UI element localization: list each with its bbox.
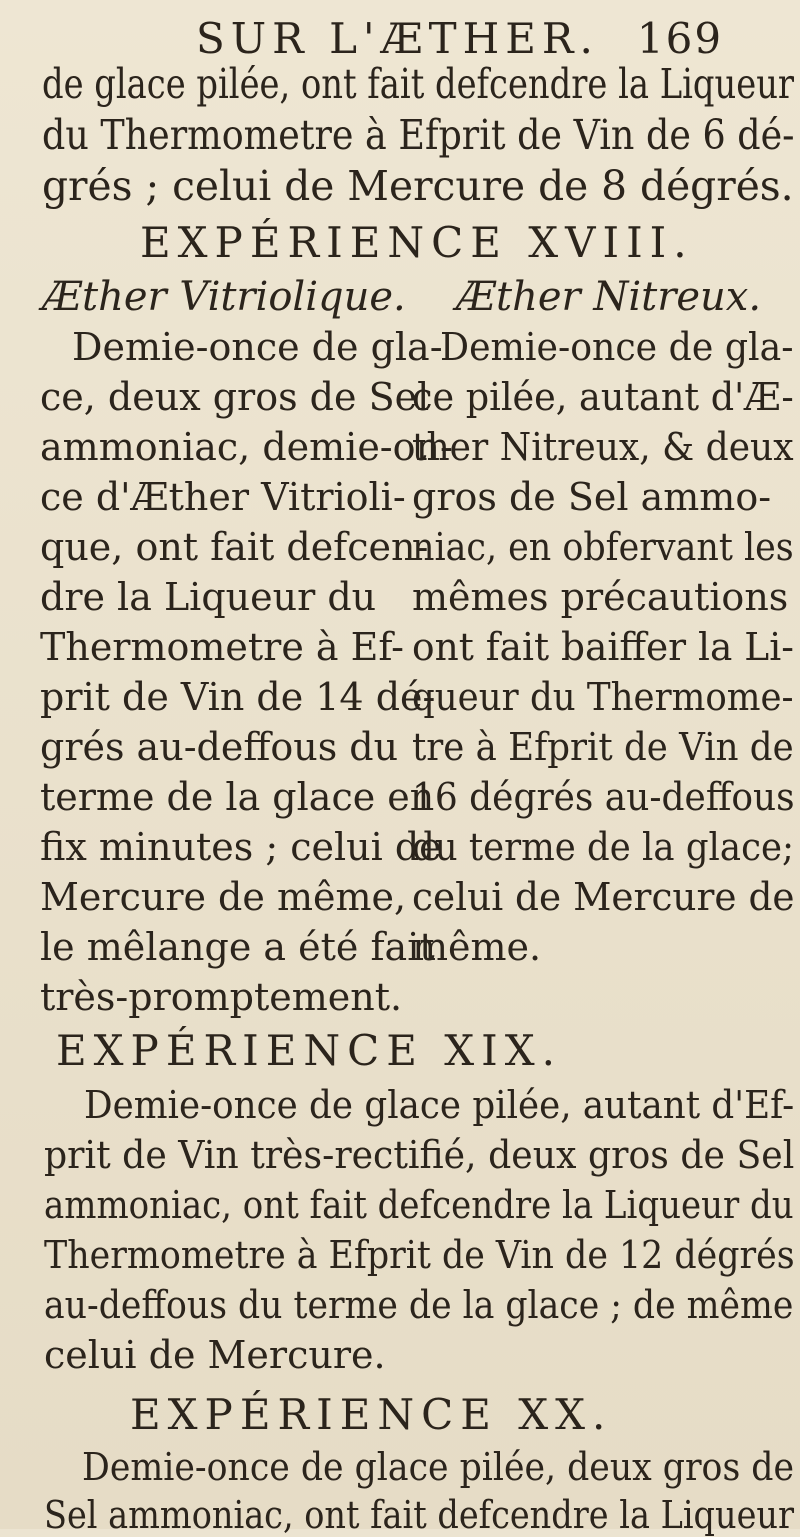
experience-20-line: Sel ammoniac, ont fait defcendre la Liqueur xyxy=(44,1493,795,1537)
right-column-heading: Æther Nitreux. xyxy=(456,274,762,320)
running-head-title: SUR L'ÆTHER. xyxy=(196,14,599,63)
experience-20-line: Demie-once de glace pilée, deux gros de xyxy=(82,1445,795,1489)
left-column-line: dre la Liqueur du xyxy=(40,575,377,619)
left-column-line: Thermometre à Ef- xyxy=(40,625,404,669)
left-column-line: fix minutes ; celui de xyxy=(40,825,442,869)
right-column-line: gros de Sel ammo- xyxy=(412,475,772,519)
left-column-line: Mercure de même, xyxy=(40,875,407,919)
experience-19-line: au-deffous du terme de la glace ; de même xyxy=(44,1283,794,1327)
left-column-line: ammoniac, demie-on- xyxy=(40,425,453,469)
right-column-line: même. xyxy=(412,925,542,969)
experience-18-title: EXPÉRIENCE XVIII. xyxy=(140,218,694,267)
intro-line: grés ; celui de Mercure de 8 dégrés. xyxy=(42,162,794,210)
right-column-line: niac, en obfervant les xyxy=(412,525,794,569)
experience-19-line: Demie-once de glace pilée, autant d'Ef- xyxy=(84,1083,795,1127)
right-column-line: 16 dégrés au-deffous xyxy=(412,775,795,819)
left-column-line: ce, deux gros de Sel xyxy=(40,375,430,419)
left-column-line: le mêlange a été fait xyxy=(40,925,435,969)
right-column-line: celui de Mercure de xyxy=(412,875,795,919)
right-column-line: ce pilée, autant d'Æ- xyxy=(412,375,794,419)
right-column-line: mêmes précautions xyxy=(412,575,789,619)
left-column-heading: Æther Vitriolique. xyxy=(42,274,406,320)
right-column-line: ther Nitreux, & deux xyxy=(412,425,794,469)
experience-19-line: celui de Mercure. xyxy=(44,1333,386,1377)
left-column-line: ce d'Æther Vitrioli- xyxy=(40,475,406,519)
left-column-line: grés au-deffous du xyxy=(40,725,399,769)
page-number: 169 xyxy=(636,14,724,63)
right-column-line: du terme de la glace; xyxy=(412,825,794,869)
experience-19-title: EXPÉRIENCE XIX. xyxy=(56,1026,562,1075)
experience-19-line: Thermometre à Efprit de Vin de 12 dégrés xyxy=(44,1233,795,1277)
running-head xyxy=(196,14,724,63)
left-column-line: prit de Vin de 14 dé- xyxy=(40,675,436,719)
intro-line: de glace pilée, ont fait defcendre la Liqueur xyxy=(42,60,795,108)
left-column-line: Demie-once de gla- xyxy=(72,325,443,369)
left-column-line: très-promptement. xyxy=(40,975,403,1019)
intro-line: du Thermometre à Efprit de Vin de 6 dé- xyxy=(42,111,795,159)
experience-20-title: EXPÉRIENCE XX. xyxy=(130,1390,613,1439)
right-column-line: Demie-once de gla- xyxy=(440,325,794,369)
experience-19-line: prit de Vin très-rectifié, deux gros de Sel xyxy=(44,1133,795,1177)
right-column-line: queur du Thermome- xyxy=(412,675,794,719)
left-column-line: que, ont fait defcen- xyxy=(40,525,429,569)
right-column-line: tre à Efprit de Vin de xyxy=(412,725,794,769)
experience-19-line: ammoniac, ont fait defcendre la Liqueur du xyxy=(44,1183,794,1227)
right-column-line: ont fait baiffer la Li- xyxy=(412,625,794,669)
left-column-line: terme de la glace en xyxy=(40,775,435,819)
